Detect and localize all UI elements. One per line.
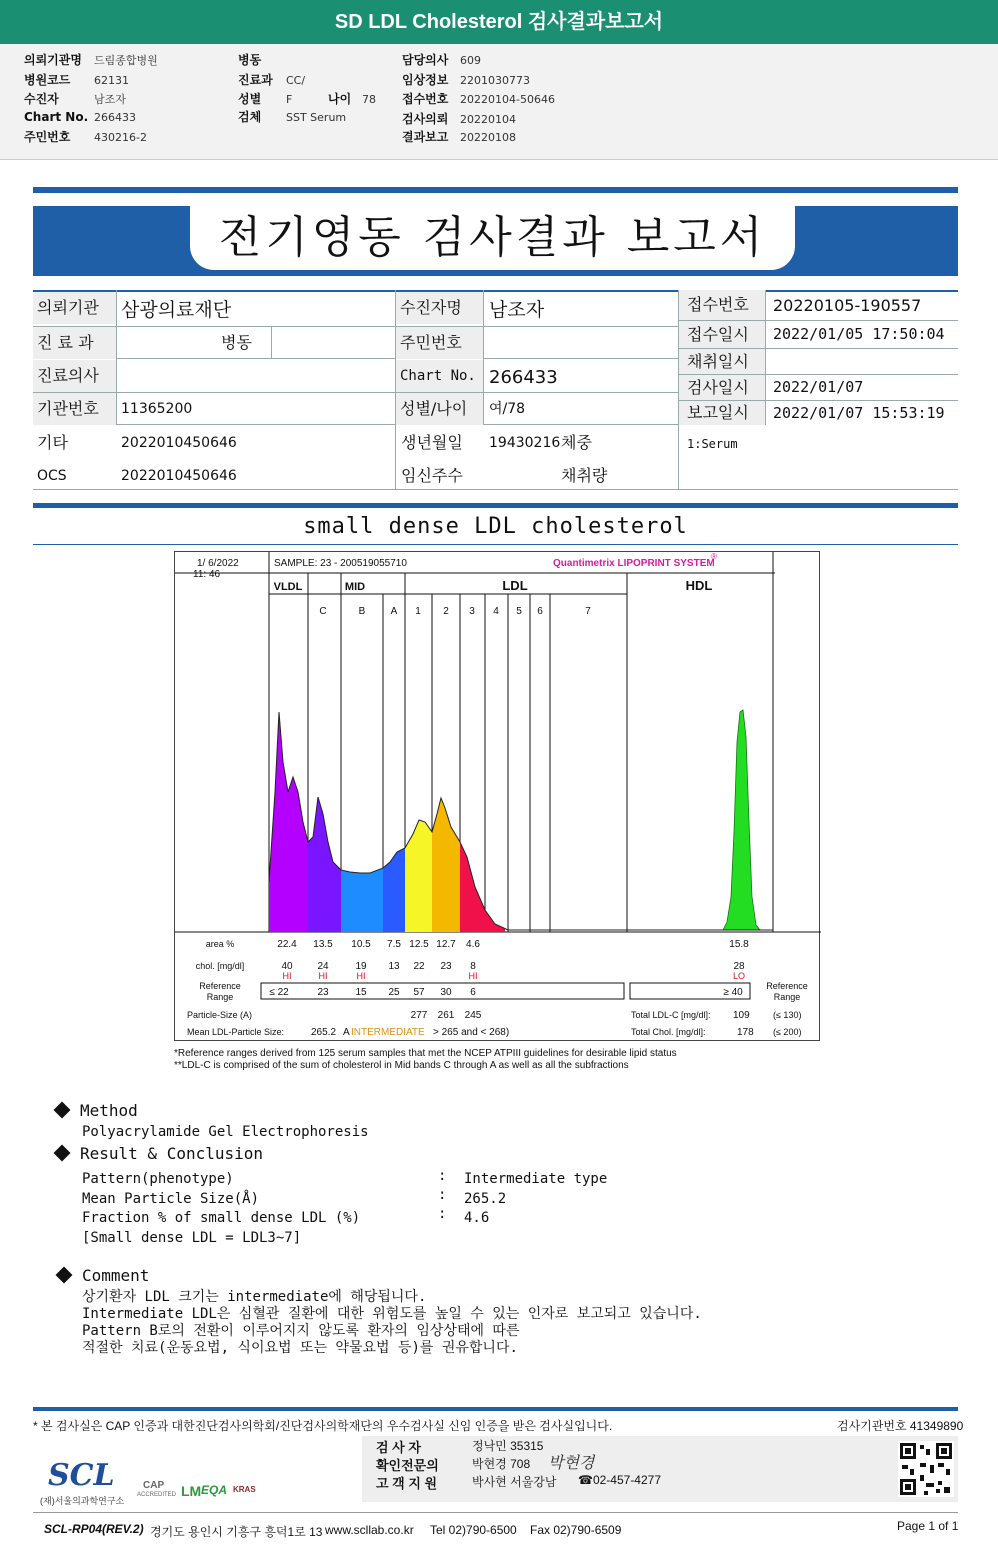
examiner-value: 정낙민 35315 bbox=[472, 1439, 544, 1453]
band-label: 3 bbox=[469, 606, 475, 617]
area-value: 15.8 bbox=[729, 939, 749, 950]
particle-value: 277 bbox=[410, 1010, 428, 1021]
label-collect-dt: 채취일시 bbox=[679, 349, 765, 374]
method-text: Polyacrylamide Gel Electrophoresis bbox=[82, 1124, 369, 1140]
chol-flag: HI bbox=[282, 971, 292, 981]
info-resident-no: 주민번호 430216-2 bbox=[24, 130, 147, 144]
label-ocs: OCS bbox=[37, 468, 67, 484]
cap-logo: CAP bbox=[143, 1480, 165, 1491]
value-report-dt: 2022/01/07 15:53:19 bbox=[773, 404, 945, 422]
mid-b-peak bbox=[341, 868, 383, 932]
value-ocs: 2022010450646 bbox=[121, 468, 237, 484]
value-patient-name: 남조자 bbox=[489, 299, 545, 321]
ref-value: 6 bbox=[470, 987, 476, 998]
title-top-rule bbox=[33, 187, 958, 193]
bullet-diamond-icon bbox=[56, 1267, 73, 1284]
ldl1-peak bbox=[405, 820, 432, 932]
mean-unit: A bbox=[343, 1027, 350, 1038]
value-test-dt: 2022/01/07 bbox=[773, 378, 864, 396]
area-value: 7.5 bbox=[387, 939, 401, 950]
label-dept: 진 료 과 bbox=[33, 327, 116, 359]
value-receipt-dt: 2022/01/05 17:50:04 bbox=[773, 325, 945, 343]
info-report-date: 결과보고 20220108 bbox=[402, 130, 516, 144]
total-chol-value: 178 bbox=[737, 1027, 754, 1038]
label-volume: 채취량 bbox=[561, 466, 608, 485]
label-test-dt: 검사일시 bbox=[679, 375, 765, 400]
lab-website: www.scllab.co.kr bbox=[325, 1523, 414, 1537]
label-birth: 생년월일 bbox=[401, 433, 463, 452]
chart-footnote-2: **LDL-C is comprised of the sum of cholesterol in Mid bands C through A as well as all the subfractions bbox=[174, 1060, 629, 1071]
info-specimen: 검체 SST Serum bbox=[238, 110, 347, 124]
chart-sample-id: SAMPLE: 23 - 200519055710 bbox=[274, 558, 407, 569]
band-label: 6 bbox=[537, 606, 543, 617]
value-specimen: 1:Serum bbox=[687, 437, 738, 451]
lipoprint-chart bbox=[174, 551, 820, 1041]
reviewer-value: 박현경 708 bbox=[472, 1457, 531, 1471]
label-etc: 기타 bbox=[37, 433, 68, 452]
cap-logo-subtitle: ACCREDITED bbox=[137, 1492, 177, 1498]
reviewer-signature: 박현경 bbox=[548, 1453, 595, 1472]
support-label: 고 객 지 원 bbox=[376, 1476, 438, 1491]
band-label: 2 bbox=[443, 606, 449, 617]
total-chol-label: Total Chol. [mg/dl]: bbox=[631, 1027, 706, 1037]
result-row-fraction-value: 4.6 bbox=[464, 1210, 490, 1226]
ref-value: 25 bbox=[388, 987, 400, 998]
area-value: 10.5 bbox=[351, 939, 371, 950]
row-chol-label: chol. [mg/dl] bbox=[195, 961, 245, 971]
total-ldl-label: Total LDL-C [mg/dl]: bbox=[631, 1010, 711, 1020]
signature-panel bbox=[362, 1436, 958, 1502]
comment-line: 적절한 치료(운동요법, 식이요법 또는 약물요법 등)를 권유합니다. bbox=[82, 1340, 518, 1356]
label-pregnancy: 임신주수 bbox=[401, 466, 463, 485]
comment-line: Pattern B로의 전환이 이루어지지 않도록 환자의 임상상태에 따른 bbox=[82, 1323, 520, 1339]
chol-value: 19 bbox=[355, 961, 367, 972]
org-number: 검사기관번호 41349890 bbox=[837, 1419, 964, 1433]
band-label: B bbox=[358, 606, 366, 617]
result-row-pattern-key: Pattern(phenotype) bbox=[82, 1171, 234, 1187]
qr-code-icon bbox=[898, 1441, 954, 1497]
result-row-fraction-sep: : bbox=[438, 1206, 447, 1222]
mean-label: Mean LDL-Particle Size: bbox=[187, 1027, 285, 1037]
info-receipt-no: 접수번호 20220104-50646 bbox=[402, 92, 555, 106]
info-clinical: 임상정보 2201030773 bbox=[402, 73, 530, 87]
ref-label-left-2: Range bbox=[206, 992, 234, 1002]
chol-flag: HI bbox=[356, 971, 366, 981]
chol-value: 13 bbox=[388, 961, 400, 972]
label-resident-no: 주민번호 bbox=[396, 327, 483, 359]
chol-flag: HI bbox=[318, 971, 328, 981]
particle-value: 245 bbox=[464, 1010, 482, 1021]
chart-time: 11: 46 bbox=[193, 569, 221, 580]
chol-value: 8 bbox=[470, 961, 476, 972]
footer-bottom-rule bbox=[33, 1512, 958, 1513]
value-institution: 삼광의료재단 bbox=[121, 299, 232, 321]
accreditation-logos bbox=[135, 1480, 255, 1504]
band-label: 5 bbox=[516, 606, 522, 617]
label-receipt-no: 접수번호 bbox=[679, 290, 765, 320]
ref-value: 57 bbox=[413, 987, 425, 998]
section-title-underline bbox=[33, 544, 958, 545]
reviewer-label: 확인전문의 bbox=[376, 1458, 439, 1473]
vldl-peak bbox=[269, 712, 308, 932]
band-label: 7 bbox=[585, 606, 591, 617]
support-phone: ☎02-457-4277 bbox=[578, 1473, 662, 1487]
kras-logo: KRAS bbox=[233, 1485, 256, 1494]
label-doctor: 진료의사 bbox=[33, 360, 116, 392]
lab-fax: Fax 02)790-6509 bbox=[530, 1523, 622, 1537]
bullet-diamond-icon bbox=[54, 1102, 71, 1119]
page-number: Page 1 of 1 bbox=[897, 1519, 959, 1533]
area-value: 4.6 bbox=[466, 939, 480, 950]
hdl-peak bbox=[723, 710, 760, 930]
band-label: A bbox=[390, 606, 398, 617]
ref-label-right: Reference bbox=[766, 981, 808, 991]
info-age: 나이 78 bbox=[328, 92, 376, 106]
area-value: 22.4 bbox=[277, 939, 297, 950]
info-hospital-code: 병원코드 62131 bbox=[24, 73, 129, 87]
value-chart-no: 266433 bbox=[489, 367, 558, 388]
ref-label-left: Reference bbox=[199, 981, 241, 991]
examiner-label: 검 사 자 bbox=[376, 1440, 421, 1455]
result-note: [Small dense LDL = LDL3~7] bbox=[82, 1230, 302, 1246]
label-weight: 체중 bbox=[561, 433, 592, 452]
row-area-label: area % bbox=[205, 939, 235, 949]
ref-value: 30 bbox=[440, 987, 452, 998]
mean-range: > 265 and < 268) bbox=[433, 1027, 510, 1038]
chart-date: 1/ 6/2022 bbox=[197, 558, 239, 569]
total-ldl-value: 109 bbox=[733, 1010, 750, 1021]
chol-value: 40 bbox=[281, 961, 293, 972]
chol-value: 22 bbox=[413, 961, 425, 972]
chol-value: 24 bbox=[317, 961, 329, 972]
lipoprint-svg bbox=[175, 552, 821, 1042]
comment-line: 상기환자 LDL 크기는 intermediate에 해당됩니다. bbox=[82, 1289, 427, 1305]
chart-brand-mark: ® bbox=[711, 552, 717, 561]
info-request-date: 검사의뢰 20220104 bbox=[402, 112, 516, 126]
lab-address: 경기도 용인시 기흥구 흥덕1로 13 bbox=[150, 1525, 323, 1539]
value-dept: 병동 bbox=[221, 333, 252, 352]
accreditation-notice: * 본 검사실은 CAP 인증과 대한진단검사의학회/진단검사의학재단의 우수검사실 신임 인증을 받은 검사실입니다. bbox=[33, 1419, 613, 1433]
bullet-diamond-icon bbox=[54, 1145, 71, 1162]
band-label: 4 bbox=[493, 606, 499, 617]
value-receipt-no: 20220105-190557 bbox=[773, 296, 922, 315]
info-dept: 진료과 CC/ bbox=[238, 73, 306, 87]
scl-logo: SCL bbox=[48, 1458, 115, 1493]
label-patient-name: 수진자명 bbox=[396, 292, 483, 324]
eqa-logo: EQA bbox=[201, 1483, 228, 1497]
value-birth: 19430216 bbox=[489, 435, 561, 451]
mean-value: 265.2 bbox=[311, 1027, 337, 1038]
method-heading: Method bbox=[56, 1101, 138, 1120]
area-value: 12.7 bbox=[436, 939, 456, 950]
result-row-size-sep: : bbox=[438, 1187, 447, 1203]
info-doctor: 담당의사 609 bbox=[402, 53, 481, 67]
chol-flag: HI bbox=[468, 971, 478, 981]
mean-class: INTERMEDIATE bbox=[351, 1027, 425, 1038]
support-value: 박사현 서울강남 bbox=[472, 1475, 557, 1489]
chol-flag: LO bbox=[732, 971, 746, 981]
result-row-fraction-key: Fraction % of small dense LDL (%) bbox=[82, 1210, 361, 1226]
ref-value: 23 bbox=[317, 987, 329, 998]
section-title: small dense LDL cholesterol bbox=[303, 514, 688, 539]
patient-info-table bbox=[33, 290, 958, 490]
ref-value: ≤ 22 bbox=[269, 987, 289, 998]
area-value: 12.5 bbox=[409, 939, 429, 950]
group-label-hdl: HDL bbox=[685, 578, 713, 593]
scl-logo-subtitle: (재)서울의과학연구소 bbox=[40, 1496, 125, 1506]
lab-tel: Tel 02)790-6500 bbox=[430, 1523, 517, 1537]
info-chart-no: Chart No. 266433 bbox=[24, 110, 136, 124]
info-patient: 수진자 남조자 bbox=[24, 92, 126, 106]
info-ward: 병동 bbox=[238, 53, 262, 67]
mid-a-peak bbox=[383, 848, 405, 932]
lm-logo: LM bbox=[181, 1483, 202, 1499]
info-sex: 성별 F bbox=[238, 92, 293, 106]
particle-value: 261 bbox=[437, 1010, 455, 1021]
chol-value: 23 bbox=[440, 961, 452, 972]
result-row-size-key: Mean Particle Size(Å) bbox=[82, 1191, 260, 1207]
chol-value: 28 bbox=[733, 961, 745, 972]
ref-value: 15 bbox=[355, 987, 367, 998]
label-institution: 의뢰기관 bbox=[33, 292, 116, 324]
value-etc: 2022010450646 bbox=[121, 435, 237, 451]
band-label: C bbox=[319, 606, 327, 617]
info-institution: 의뢰기관명 드림종합병원 bbox=[24, 53, 158, 67]
ref-label-right-2: Range bbox=[773, 992, 801, 1002]
hdl-ref-value: ≥ 40 bbox=[723, 987, 743, 998]
report-banner-title: SD LDL Cholesterol 검사결과보고서 bbox=[0, 0, 998, 44]
label-org-no: 기관번호 bbox=[33, 393, 116, 425]
result-row-size-value: 265.2 bbox=[464, 1191, 507, 1207]
top-info-panel bbox=[0, 44, 998, 160]
label-sex-age: 성별/나이 bbox=[396, 393, 483, 425]
result-heading: Result & Conclusion bbox=[56, 1144, 263, 1163]
area-value: 13.5 bbox=[313, 939, 333, 950]
value-sex-age: 여/78 bbox=[489, 401, 526, 417]
group-label-vldl: VLDL bbox=[273, 581, 303, 593]
comment-heading: Comment bbox=[58, 1266, 149, 1285]
total-chol-ref: (≤ 200) bbox=[773, 1027, 802, 1037]
result-row-pattern-sep: : bbox=[438, 1168, 447, 1184]
total-ldl-ref: (≤ 130) bbox=[773, 1010, 802, 1020]
group-label-ldl: LDL bbox=[502, 578, 528, 593]
label-receipt-dt: 접수일시 bbox=[679, 321, 765, 348]
comment-line: Intermediate LDL은 심혈관 질환에 대한 위험도를 높일 수 있는 인자로 보고되고 있습니다. bbox=[82, 1306, 702, 1322]
label-chart-no: Chart No. bbox=[396, 360, 483, 392]
result-row-pattern-value: Intermediate type bbox=[464, 1171, 608, 1187]
chart-brand: Quantimetrix LIPOPRINT SYSTEM bbox=[553, 558, 715, 569]
particle-label: Particle-Size (A) bbox=[187, 1010, 253, 1020]
document-code: SCL-RP04(REV.2) bbox=[44, 1522, 144, 1536]
chart-footnote-1: *Reference ranges derived from 125 serum samples that met the NCEP ATPIII guidelines for desirable lipid status bbox=[174, 1048, 677, 1059]
section-rule bbox=[33, 503, 958, 508]
value-org-no: 11365200 bbox=[121, 401, 193, 417]
footer-rule bbox=[33, 1407, 958, 1411]
report-title: 전기영동 검사결과 보고서 bbox=[190, 206, 795, 270]
band-label: 1 bbox=[415, 606, 421, 617]
group-label-mid: MID bbox=[344, 581, 366, 593]
label-report-dt: 보고일시 bbox=[679, 401, 765, 425]
